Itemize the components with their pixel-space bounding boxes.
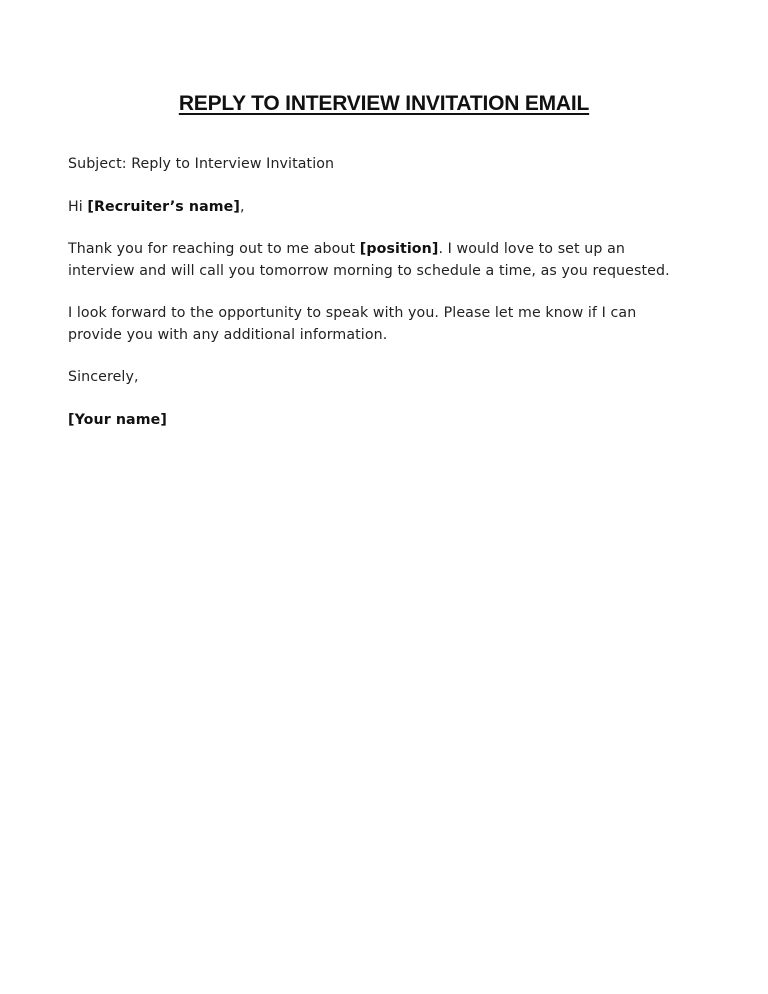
recruiter-name-placeholder: [Recruiter’s name] <box>87 199 240 215</box>
subject-line: Subject: Reply to Interview Invitation <box>68 156 335 172</box>
greeting-suffix: , <box>239 199 245 215</box>
paragraph-line: I look forward to the opportunity to speak with you. Please let me know if I can <box>68 305 637 321</box>
paragraph-line <box>68 238 708 260</box>
closing: Sincerely, <box>68 369 139 385</box>
document-title: REPLY TO INTERVIEW INVITATION EMAIL <box>178 92 590 115</box>
greeting <box>68 196 708 218</box>
paragraph-thank-you <box>68 238 708 282</box>
greeting-prefix: Hi <box>68 199 88 215</box>
signature-placeholder: [Your name] <box>68 412 167 428</box>
paragraph-line: interview and will call you tomorrow morning to schedule a time, as you requested. <box>68 263 670 279</box>
position-placeholder: [position] <box>359 241 439 257</box>
paragraph-text: Thank you for reaching out to me about <box>68 241 360 257</box>
paragraph-look-forward <box>68 302 708 346</box>
paragraph-text: . I would love to set up an <box>438 241 625 257</box>
paragraph-line: provide you with any additional information. <box>68 327 388 343</box>
